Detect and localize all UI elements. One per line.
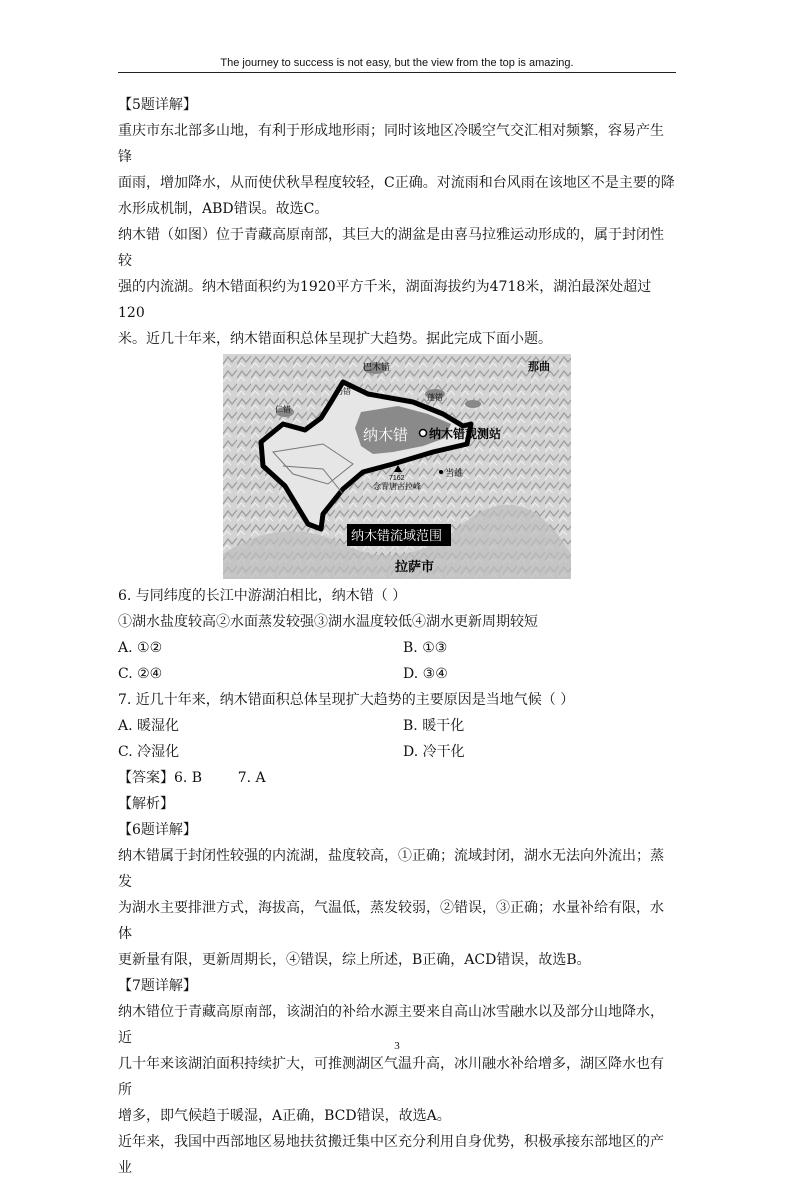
q6-options-row: [118, 635, 676, 661]
q7-detail-heading: 【7题详解】: [118, 978, 197, 994]
peak-label: 念青唐古拉峰: [373, 482, 421, 491]
answer-line: 【答案】6. B 7. A: [118, 770, 266, 786]
q5-detail-line: 重庆市东北部多山地，有利于形成地形雨；同时该地区冷暖空气交汇相对频繁，容易产生锋: [118, 123, 664, 165]
analysis-heading: 【解析】: [118, 796, 174, 812]
q5-detail-heading: 【5题详解】: [118, 97, 197, 113]
q7-option-d: D. 冷干化: [403, 744, 465, 760]
station-marker: [420, 430, 427, 437]
q6-detail-line: 更新量有限，更新周期长，④错误，综上所述，B正确，ACD错误，故选B。: [118, 952, 591, 968]
city-lhasa-label: 拉萨市: [395, 559, 435, 574]
lake-ren-label: 仁错: [275, 405, 291, 414]
q7-option-a: A. 暖湿化: [118, 718, 180, 734]
map-svg: [223, 354, 571, 579]
q7-options-row: [118, 739, 676, 765]
q6-option-b: B. ①③: [403, 640, 448, 656]
next-intro-line: 近年来，我国中西部地区易地扶贫搬迁集中区充分利用自身优势，积极承接东部地区的产业: [118, 1134, 664, 1176]
q6-stem: 6. 与同纬度的长江中游湖泊相比，纳木错（ ）: [118, 588, 407, 604]
q7-detail-line: 纳木错位于青藏高原南部，该湖泊的补给水源主要来自高山冰雪融水以及部分山地降水，近: [118, 1004, 664, 1046]
namco-basin-map: [223, 354, 571, 579]
peak-altitude-label: 7162: [389, 475, 405, 482]
q5-detail-line: 水形成机制，ABD错误。故选C。: [118, 201, 329, 217]
page-number: 3: [394, 1040, 400, 1052]
lake-small: [465, 400, 481, 408]
q7-detail-line: 几十年来该湖泊面积持续扩大，可推测湖区气温升高，冰川融水补给增多，湖区降水也有所: [118, 1056, 664, 1098]
q6-statements: ①湖水盐度较高②水面蒸发较强③湖水温度较低④湖水更新周期较短: [118, 614, 538, 630]
intro-line: 强的内流湖。纳木错面积约为1920平方千米，湖面海拔约为4718米，湖泊最深处超过120: [118, 279, 652, 321]
q5-detail-line: 面雨，增加降水，从而使伏秋旱程度较轻，C正确。对流雨和台风雨在该地区不是主要的降: [118, 175, 675, 191]
town-marker: [439, 470, 443, 474]
page-header-motto: The journey to success is not easy, but the view from the top is amazing.: [220, 57, 574, 69]
q6-detail-line: 纳木错属于封闭性较强的内流湖，盐度较高，①正确；流域封闭，湖水无法向外流出；蒸发: [118, 848, 664, 890]
q6-option-a: A. ①②: [118, 640, 163, 656]
basin-label: 纳木错流域范围: [351, 528, 443, 543]
city-naqu-label: 那曲: [528, 361, 550, 373]
q7-option-c: C. 冷湿化: [118, 744, 180, 760]
header-divider: [118, 72, 676, 73]
q6-option-c: C. ②④: [118, 666, 163, 682]
lake-nai-label: 乃错: [335, 387, 351, 396]
intro-line: 米。近几十年来，纳木错面积总体呈现扩大趋势。据此完成下面小题。: [118, 331, 552, 347]
town-dangxiong-label: 当雄: [445, 468, 464, 478]
q6-options-row: [118, 661, 676, 687]
intro-line: 纳木错（如图）位于青藏高原南部，其巨大的湖盆是由喜马拉雅运动形成的，属于封闭性较: [118, 227, 664, 269]
page-content: [118, 92, 676, 1181]
station-label: 纳木错观测站: [429, 427, 502, 441]
q7-options-row: [118, 713, 676, 739]
lake-bamu-label: 巴木错: [363, 362, 391, 372]
q6-detail-line: 为湖水主要排泄方式，海拔高，气温低，蒸发较弱，②错误，③正确；水量补给有限，水体: [118, 900, 664, 942]
lake-label: 纳木错: [363, 427, 409, 444]
q6-option-d: D. ③④: [403, 666, 448, 682]
lake-peng-label: 蓬错: [427, 393, 443, 402]
q7-option-b: B. 暖干化: [403, 718, 465, 734]
q7-stem: 7. 近几十年来，纳木错面积总体呈现扩大趋势的主要原因是当地气候（ ）: [118, 692, 575, 708]
q6-detail-heading: 【6题详解】: [118, 822, 197, 838]
q7-detail-line: 增多，即气候趋于暖湿，A正确，BCD错误，故选A。: [118, 1108, 451, 1124]
